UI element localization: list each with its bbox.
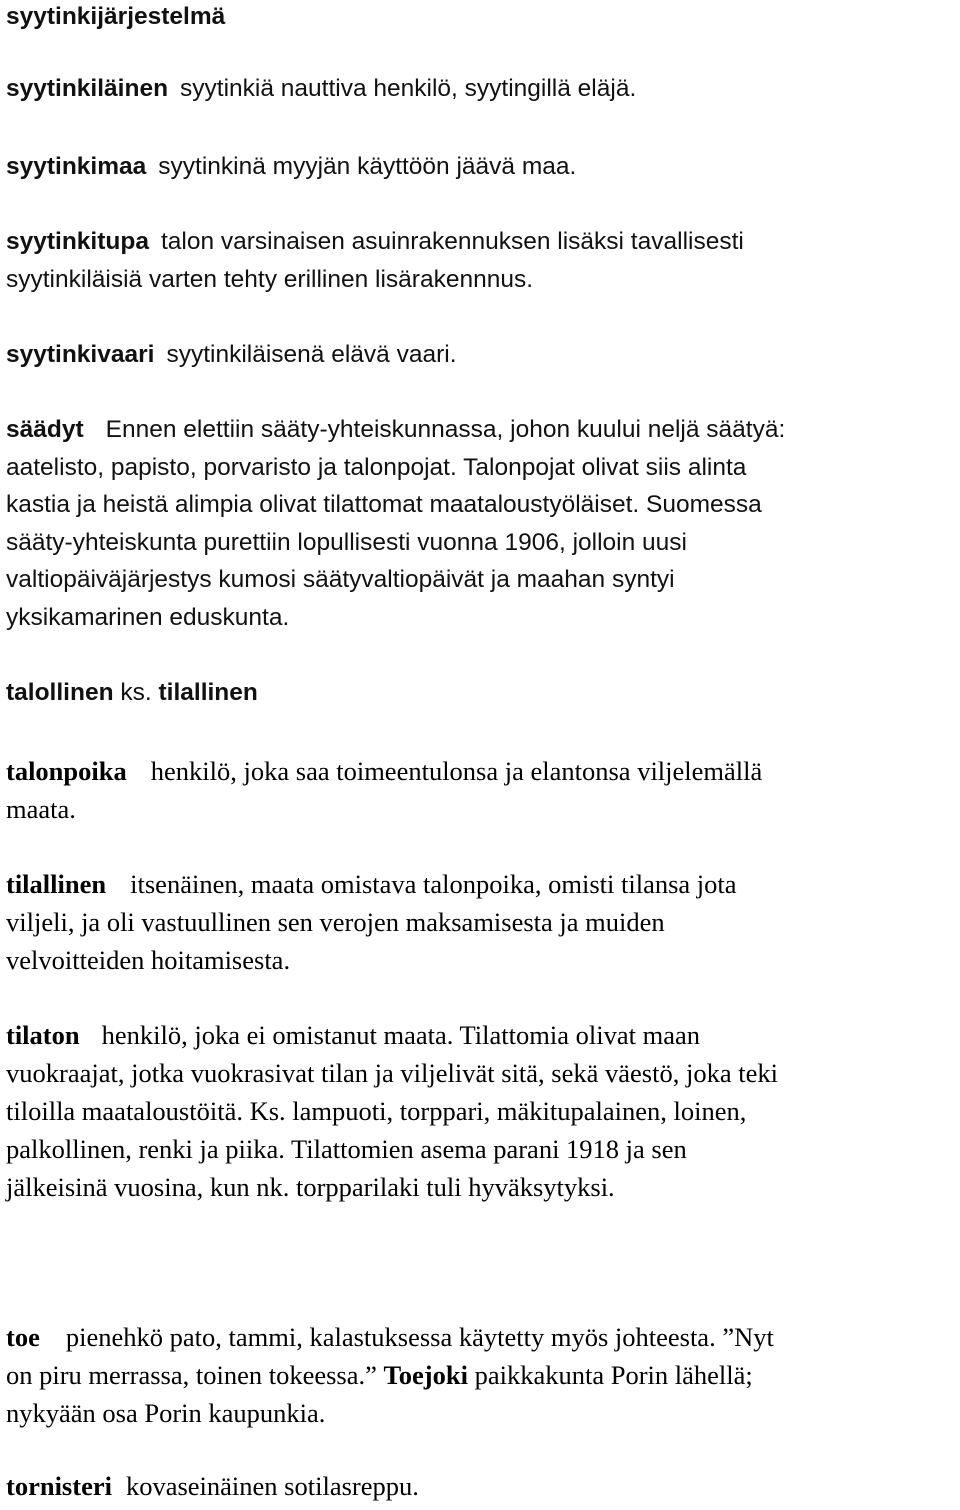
definition-line: syytinkiläisiä varten tehty erillinen lisärakennnus. <box>6 265 534 293</box>
entry-saadyt <box>6 411 956 636</box>
entry-syytinkijarjestelma <box>6 0 956 36</box>
entry-talollinen <box>6 674 956 712</box>
headword: toe <box>6 1322 40 1352</box>
entry-toe <box>6 1318 956 1432</box>
definition-line: aatelisto, papisto, porvaristo ja talonpojat. Talonpojat olivat siis alinta <box>6 453 747 481</box>
definition-line: sääty-yhteiskunta purettiin lopullisesti vuonna 1906, jolloin uusi <box>6 528 687 556</box>
entry-tilallinen <box>6 865 956 979</box>
entry-tilaton <box>6 1016 956 1206</box>
definition: syytinkinä myyjän käyttöön jäävä maa. <box>158 153 577 180</box>
entry-syytinkilainen <box>6 70 956 108</box>
entry-tornisteri <box>6 1467 956 1505</box>
headword: tilallinen <box>6 869 107 899</box>
place-name: Toejoki <box>383 1360 468 1390</box>
definition: syytinkiläisenä elävä vaari. <box>166 341 457 368</box>
definition-line: yksikamarinen eduskunta. <box>6 603 290 631</box>
headword: tornisteri <box>6 1471 112 1501</box>
headword: syytinkivaari <box>6 341 155 368</box>
definition-line: kastia ja heistä alimpia olivat tilattomat maataloustyöläiset. Suomessa <box>6 491 762 518</box>
entry-syytinkitupa <box>6 223 956 298</box>
definition-line: palkollinen, renki ja piika. Tilattomien asema parani 1918 ja sen <box>6 1134 687 1164</box>
definition-line: velvoitteiden hoitamisesta. <box>6 945 291 975</box>
definition-line: nykyään osa Porin kaupunkia. <box>6 1398 326 1428</box>
definition-line: pienehkö pato, tammi, kalastuksessa käytetty myös johteesta. ”Nyt <box>65 1322 774 1352</box>
definition-line: henkilö, joka saa toimeentulonsa ja elantonsa viljelemällä <box>150 756 763 786</box>
cross-reference-headword: tilallinen <box>158 679 258 706</box>
entry-talonpoika <box>6 752 956 828</box>
headword: talonpoika <box>6 756 127 786</box>
entry-syytinkimaa <box>6 148 956 186</box>
entry-syytinkivaari <box>6 336 956 374</box>
definition-line: jälkeisinä vuosina, kun nk. torpparilaki tuli hyväksytyksi. <box>6 1172 615 1202</box>
definition-line: on piru merrassa, toinen tokeessa.” <box>6 1360 377 1390</box>
definition-line: tiloilla maataloustöitä. Ks. lampuoti, torppari, mäkitupalainen, loinen, <box>6 1096 747 1126</box>
headword: tilaton <box>6 1020 80 1050</box>
definition-line: itsenäinen, maata omistava talonpoika, omisti tilansa jota <box>130 869 737 899</box>
definition: syytinkiä nauttiva henkilö, syytingillä eläjä. <box>180 75 637 102</box>
headword: säädyt <box>6 416 84 443</box>
definition-line: paikkakunta Porin lähellä; <box>474 1360 753 1390</box>
definition: kovaseinäinen sotilasreppu. <box>125 1471 419 1501</box>
headword: syytinkijärjestelmä <box>6 3 226 30</box>
definition-line: maata. <box>6 794 76 824</box>
definition-line: Ennen elettiin sääty-yhteiskunnassa, johon kuului neljä säätyä: <box>105 416 786 443</box>
definition-line: talon varsinaisen asuinrakennuksen lisäksi tavallisesti <box>160 228 744 255</box>
definition-line: viljeli, ja oli vastuullinen sen verojen maksamisesta ja muiden <box>6 907 665 937</box>
headword: talollinen <box>6 679 114 706</box>
definition-line: henkilö, joka ei omistanut maata. Tilattomia olivat maan <box>101 1020 700 1050</box>
headword: syytinkiläinen <box>6 75 169 102</box>
definition-line: valtiopäiväjärjestys kumosi säätyvaltiopäivät ja maahan syntyi <box>6 566 675 593</box>
headword: syytinkitupa <box>6 228 149 255</box>
headword: syytinkimaa <box>6 153 147 180</box>
definition-line: vuokraajat, jotka vuokrasivat tilan ja viljelivät sitä, sekä väestö, joka teki <box>6 1058 778 1088</box>
cross-reference-label: ks. <box>120 679 152 706</box>
